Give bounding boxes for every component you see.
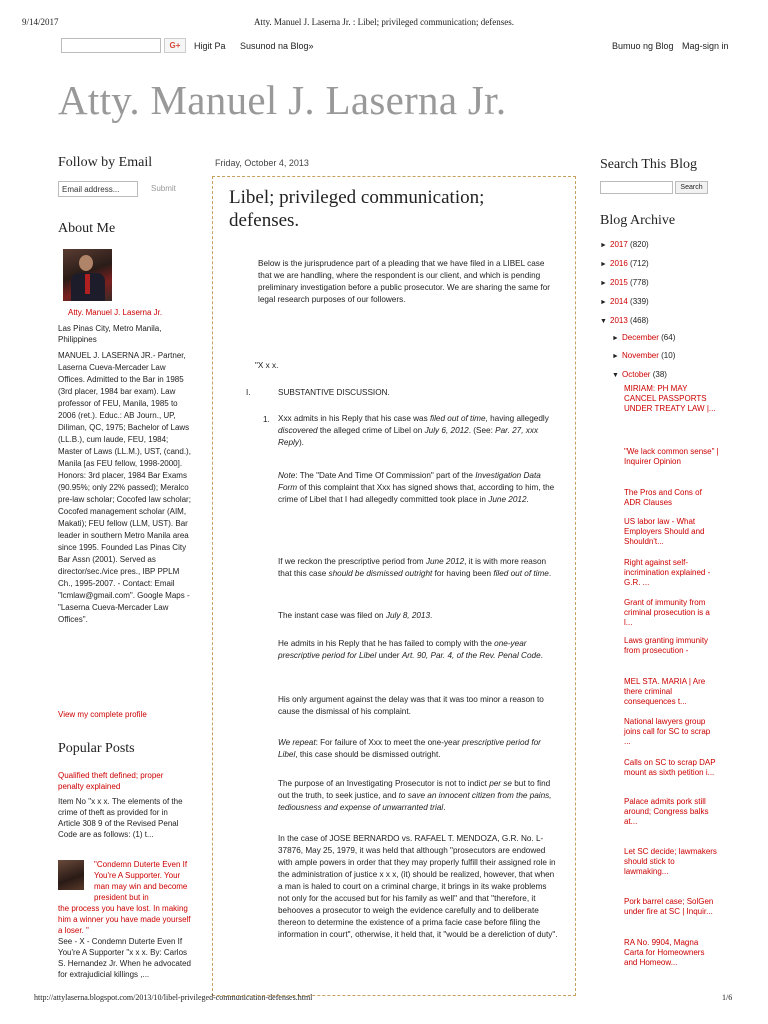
triangle-right-icon: ► [600, 299, 607, 306]
follow-form [58, 181, 193, 197]
about-heading: About Me [58, 221, 116, 236]
post-note: Note: The "Date And Time Of Commission" part of the Investigation Data Form of this complaint that Xxx has signed shows that, according to him, the crime of Libel that I had allegedly committed took place in June 2012. [278, 471, 555, 504]
archive-post-link[interactable]: Calls on SC to scrap DAP mount as sixth petition i... [624, 758, 716, 777]
post-paragraph: His only argument against the delay was that it was too minor a reason to cause the dismissal of his complaint. [278, 695, 544, 716]
popular-post-snippet: See - X - Condemn Duterte Even If You're A Supporter "x x x. By: Carlos S. Hernandez Jr. When he advocated for extrajudicial killings ,... [58, 937, 191, 979]
section-heading: SUBSTANTIVE DISCUSSION. [278, 388, 390, 397]
popular-post-snippet: Item No "x x x. The elements of the crime of theft as provided for in Article 308 9 of the Revised Penal Code are as follows: (1) t... [58, 797, 183, 839]
submit-button[interactable]: Submit [151, 184, 176, 193]
post-paragraph: He admits in his Reply that he has failed to comply with the one-year prescriptive period for Libel under Art. 90, Par. 4, of the Rev. Penal Code. [278, 639, 543, 660]
archive-month[interactable]: ► December (64) [612, 333, 676, 342]
archive-post-link[interactable]: The Pros and Cons of ADR Clauses [624, 488, 702, 507]
archive-post-link[interactable]: "We lack common sense" | Inquirer Opinion [624, 447, 719, 466]
post-intro: Below is the jurisprudence part of a pleading that we have filed in a LIBEL case that we are handling, where the respondent is our client, and which is pending preliminary investigation before a public prosecutor. We are sharing the same for legal research purposes of our followers. [258, 259, 551, 304]
archive-year[interactable]: ► 2014 (339) [600, 297, 649, 306]
archive-post-link[interactable]: US labor law - What Employers Should and Shouldn't... [624, 517, 705, 546]
email-input[interactable]: Email address... [58, 181, 138, 197]
triangle-down-icon: ▼ [600, 318, 607, 325]
left-sidebar [58, 155, 193, 237]
blog-title[interactable]: Atty. Manuel J. Laserna Jr. [58, 77, 507, 123]
post-paragraph: The purpose of an Investigating Prosecutor is not to indict per se but to find out the truth, to seek justice, and to save an innocent citizen from the pains, tediousness and expense of unwarranted trial. [278, 779, 552, 812]
sign-in-link[interactable]: Mag-sign in [682, 41, 729, 51]
archive-post-link[interactable]: Laws granting immunity from prosecution - [624, 636, 709, 655]
popular-post-title[interactable]: the process you have lost. In making him a winner you have made yourself a loser. " [58, 904, 191, 935]
triangle-right-icon: ► [600, 261, 607, 268]
archive-month[interactable]: ► November (10) [612, 351, 676, 360]
search-input[interactable] [600, 181, 673, 194]
post-xxx: "X x x. [255, 361, 279, 370]
archive-post-link[interactable]: RA No. 9904, Magna Carta for Homeowners and Homeow... [624, 938, 705, 967]
google-plus-button[interactable]: G+ [164, 38, 186, 53]
post-title[interactable]: Libel; privileged communication; defenses. [229, 187, 485, 231]
search-heading: Search This Blog [600, 157, 697, 172]
archive-year[interactable]: ▼ 2013 (468) [600, 316, 649, 325]
archive-post-link[interactable]: Right against self-incrimination explained - G.R. ... [624, 558, 711, 587]
about-location: Las Pinas City, Metro Manila, Philippines [58, 324, 162, 344]
archive-month[interactable]: ▼ October (38) [612, 370, 667, 379]
post-paragraph: Xxx admits in his Reply that his case was filed out of time, having allegedly discovered the alleged crime of Libel on July 6, 2012. (See: Par. 27, xxx Reply). [278, 414, 549, 447]
archive-year[interactable]: ► 2015 (778) [600, 278, 649, 287]
popular-post-title[interactable]: "Condemn Duterte Even If You're A Supporter. Your man may win and become president but in [94, 860, 188, 902]
print-title: Atty. Manuel J. Laserna Jr. : Libel; privileged communication; defenses. [253, 17, 515, 27]
popular-heading: Popular Posts [58, 741, 135, 756]
post-paragraph: The instant case was filed on July 8, 2013. [278, 611, 433, 620]
create-blog-link[interactable]: Bumuo ng Blog [612, 41, 674, 51]
print-header [0, 6, 768, 27]
archive-post-link[interactable]: National lawyers group joins call for SC to scrap ... [624, 717, 711, 746]
search-button[interactable]: Search [675, 181, 708, 194]
archive-post-link[interactable]: Let SC decide; lawmakers should stick to lawmaking... [624, 847, 717, 876]
navbar-search-input[interactable] [61, 38, 161, 53]
triangle-down-icon: ▼ [612, 372, 619, 379]
popular-post-title[interactable]: Qualified theft defined; proper penalty explained [58, 771, 164, 791]
archive-post-link[interactable]: MIRIAM: PH MAY CANCEL PASSPORTS UNDER TREATY LAW |... [624, 384, 716, 413]
more-link[interactable]: Susunod na Blog» [240, 41, 314, 51]
view-profile-link[interactable]: View my complete profile [58, 710, 147, 719]
section-number: I. [246, 388, 251, 397]
avatar[interactable] [63, 249, 112, 301]
next-blog-link[interactable]: Higit Pa [194, 41, 226, 51]
archive-post-link[interactable]: Pork barrel case; SolGen under fire at SC | Inquir... [624, 897, 714, 916]
archive-year[interactable]: ► 2016 (712) [600, 259, 649, 268]
triangle-right-icon: ► [612, 335, 619, 342]
post-date: Friday, October 4, 2013 [215, 158, 309, 168]
triangle-right-icon: ► [612, 353, 619, 360]
print-page-number: 1/6 [722, 993, 733, 1002]
triangle-right-icon: ► [600, 280, 607, 287]
popular-post-thumbnail[interactable] [58, 860, 84, 890]
avatar-tie [85, 274, 90, 294]
archive-heading: Blog Archive [600, 213, 676, 228]
about-name-link[interactable]: Atty. Manuel J. Laserna Jr. [68, 308, 163, 317]
print-url: http://attylaserna.blogspot.com/2013/10/libel-privileged-communication-defenses.html [34, 993, 313, 1002]
about-text: MANUEL J. LASERNA JR.- Partner, Laserna Cueva-Mercader Law Offices. Admitted to the Bar in 1985 (3rd placer, 1984 bar exam). Law professor of FEU, Manila, 1985 to 2006 (ret.). Educ.: AB Journ., UP, Diliman, QC, 1975; Bachelor of Laws (LL.B.), cum laude, FEU, 1984; Master of Laws (LL.M.), UST, (cand.), Manila [as FEU fellow, 1998-2000]. Honors: 3rd placer, 1984 Bar Exams (90.95%; only 22% passed); Meralco pre-law scholar; Cocofed law scholar; Cocofed management scholar (AIM, Makati); FEU fellow (LLM, UST). Bar leader in southern Metro Manila area since 1995. Founded Las Pinas City Bar Assn (2001). Served as director/sec./vice pres., IBP PPLM Ch., 1995-2007. - Contact: Email "lcmlaw@gmail.com". Google Maps - "Laserna Cueva-Mercader Law Offices". [58, 351, 191, 624]
avatar-face [79, 255, 93, 271]
item-number: 1. [263, 415, 270, 424]
archive-post-link[interactable]: MEL STA. MARIA | Are there criminal consequences t... [624, 677, 706, 706]
post-paragraph: We repeat: For failure of Xxx to meet the one-year prescriptive period for Libel, this case should be dismissed outright. [278, 738, 541, 759]
archive-post-link[interactable]: Grant of immunity from criminal prosecution is a l... [624, 598, 710, 627]
navbar [0, 34, 768, 56]
post-paragraph: In the case of JOSE BERNARDO vs. RAFAEL T. MENDOZA, G.R. No. L-37876, May 25, 1979, it was held that although "prosecutors are endowed with ample powers in order that they may properly fulfill their assigned role in the administration of justice x x x, (it) should be realized, however, that when a man is haled to court on a criminal charge, it brings in its wake problems not only for the accused but for his family as well" and that "therefore, it behooves a prosecutor to weigh the evidence carefully and to deliberate thereon to determine the existence of a prima facie case before filing the information in court", otherwise, it held that, it "would be a dereliction of duty". [278, 834, 558, 939]
archive-post-link[interactable]: Palace admits pork still around; Congress balks at... [624, 797, 709, 826]
print-date: 9/14/2017 [22, 17, 59, 27]
archive-year[interactable]: ► 2017 (820) [600, 240, 649, 249]
post-paragraph: If we reckon the prescriptive period from June 2012, it is with more reason that this case should be dismissed outright for having been filed out of time. [278, 557, 552, 578]
follow-heading: Follow by Email [58, 155, 153, 170]
triangle-right-icon: ► [600, 242, 607, 249]
